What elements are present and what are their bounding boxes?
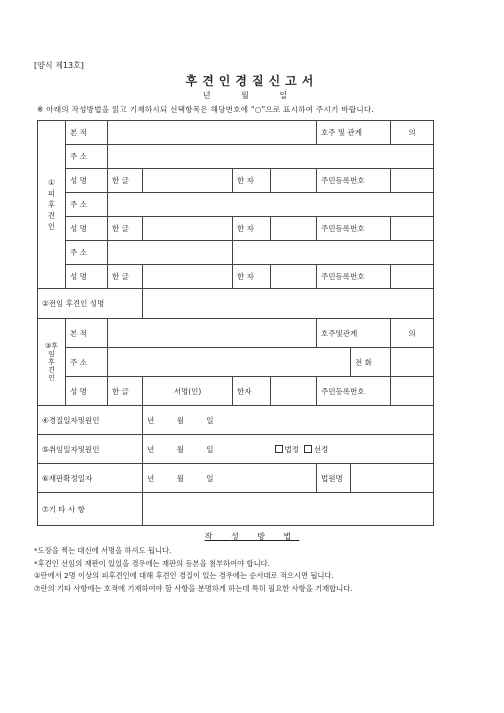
ward3-address-row <box>38 241 434 265</box>
ward2-address-field[interactable] <box>108 193 434 217</box>
ward-honjeok-row <box>38 121 434 145</box>
hangul-label: 한 글 <box>108 169 143 193</box>
name-label: 성 명 <box>66 169 108 193</box>
assume-date-field[interactable]: 년 월 일 <box>143 435 271 464</box>
ward3-address-field-2[interactable] <box>233 241 434 265</box>
ward-section-label <box>38 121 66 289</box>
hangul-label: 한 글 <box>108 265 143 289</box>
honjeok-label: 본 적 <box>66 319 108 348</box>
guardian-label-char: 임 <box>48 350 55 358</box>
name-label: 성 명 <box>66 265 108 289</box>
ward2-name-row <box>38 217 434 241</box>
ward-hanja-field[interactable] <box>271 169 317 193</box>
family-relation-label: 호주 및 관계 <box>317 121 391 145</box>
hanja-label: 한 자 <box>233 265 271 289</box>
family-relation-label: 호주및관계 <box>317 319 391 348</box>
elected-label: 선정 <box>313 444 329 454</box>
guardian-name-row <box>38 377 434 406</box>
ward-name-row <box>38 169 434 193</box>
statutory-label: 법정 <box>284 444 299 454</box>
ward-address-field[interactable] <box>108 145 434 169</box>
hanja-label: 한 자 <box>233 169 271 193</box>
change-date-row <box>38 406 434 435</box>
guardian-label-char: 견 <box>48 366 55 374</box>
honjeok-label: 본 적 <box>66 121 108 145</box>
name-label: 성 명 <box>66 217 108 241</box>
relation-ui-label: 의 <box>391 121 434 145</box>
prev-guardian-label: ②전임 후견인 성명 <box>38 289 143 319</box>
address-label: 주 소 <box>66 193 108 217</box>
phone-label: 전 화 <box>351 348 391 377</box>
guardian-hanja-field[interactable] <box>271 377 317 406</box>
statutory-checkbox[interactable] <box>275 445 283 453</box>
prev-guardian-row <box>38 289 434 319</box>
instruction-note: ※ 아래의 작성방법을 읽고 기재하시되 선택항목은 해당번호에 "○"으로 표시하여 주시기 바랍니다. <box>37 105 375 114</box>
guardian-address-row <box>38 348 434 377</box>
howto-list <box>34 545 353 595</box>
address-label: 주 소 <box>66 241 108 265</box>
ward-label-char: 인 <box>47 222 56 231</box>
hangul-label: 한 글 <box>108 217 143 241</box>
guardian-address-field[interactable] <box>108 348 351 377</box>
hangul-label: 한 글 <box>108 377 143 406</box>
rrn-label: 주민등록번호 <box>317 265 391 289</box>
final-date-row <box>38 464 434 493</box>
change-date-field[interactable]: 년 월 일 <box>143 406 434 435</box>
assume-date-row <box>38 435 434 464</box>
howto-line: *도장을 찍는 대신에 서명을 하셔도 됩니다. <box>34 546 172 555</box>
address-label: 주 소 <box>66 145 108 169</box>
relation-ui-label: 의 <box>391 319 434 348</box>
hanja-label: 한 자 <box>233 217 271 241</box>
howto-line: *후견인 선임의 재판이 있었을 경우에는 재판의 등본을 첨부하여야 합니다. <box>34 558 270 568</box>
ward3-hangul-field[interactable] <box>143 265 233 289</box>
form-number: [양식 제13호] <box>34 61 84 70</box>
other-row <box>38 493 434 526</box>
final-date-field[interactable]: 년 월 일 <box>143 464 317 493</box>
ward-address-row <box>38 145 434 169</box>
ward3-hanja-field[interactable] <box>271 265 317 289</box>
guardian-label-char: 인 <box>48 374 55 382</box>
guardian-label-char: 후 <box>48 358 55 366</box>
change-date-label: ④경질일자및원인 <box>38 406 143 435</box>
howto-title: 작 성 방 법 <box>204 532 300 541</box>
sign-label: 서명(인) <box>143 377 233 406</box>
ward2-hanja-field[interactable] <box>271 217 317 241</box>
ward-rrn-field[interactable] <box>391 169 434 193</box>
final-date-label: ⑥재판확정일자 <box>38 464 143 493</box>
hanja-label: 한자 <box>233 377 271 406</box>
page-title: 후견인경질신고서 <box>185 74 319 88</box>
guardian-phone-field[interactable] <box>391 348 434 377</box>
ward-label-char: 견 <box>47 211 56 220</box>
report-date: 년 월 일 <box>202 91 302 100</box>
ward-honjeok-field[interactable] <box>108 121 317 145</box>
ward3-name-row <box>38 265 434 289</box>
ward-label-char: 피 <box>47 189 56 198</box>
guardian-rrn-field[interactable] <box>391 377 434 406</box>
howto-line: ⑦란의 기타 사항에는 호적에 기재하여야 할 사항을 분명하게 하는데 특히 필요한 사항을 기재합니다. <box>34 583 353 593</box>
rrn-label: 주민등록번호 <box>317 169 391 193</box>
ward2-rrn-field[interactable] <box>391 217 434 241</box>
other-field[interactable] <box>143 493 434 526</box>
guardian-honjeok-row <box>38 319 434 348</box>
name-label: 성 명 <box>66 377 108 406</box>
court-label: 법원명 <box>317 464 351 493</box>
ward3-rrn-field[interactable] <box>391 265 434 289</box>
report-form-table <box>37 120 434 526</box>
guardian-honjeok-field[interactable] <box>108 319 317 348</box>
guardian-label-char: ③후 <box>44 342 59 350</box>
ward2-hangul-field[interactable] <box>143 217 233 241</box>
other-label: ⑦기 타 사 항 <box>38 493 143 526</box>
rrn-label: 주민등록번호 <box>317 377 391 406</box>
ward-label-char: ① <box>48 178 55 187</box>
rrn-label: 주민등록번호 <box>317 217 391 241</box>
address-label: 주 소 <box>66 348 108 377</box>
ward3-address-field[interactable] <box>108 241 233 265</box>
ward-hangul-field[interactable] <box>143 169 233 193</box>
prev-guardian-field[interactable] <box>143 289 434 319</box>
ward2-address-row <box>38 193 434 217</box>
elected-checkbox[interactable] <box>304 445 312 453</box>
assume-type-options <box>271 435 434 464</box>
ward-label-char: 후 <box>47 200 56 209</box>
assume-date-label: ⑤취임일자및원인 <box>38 435 143 464</box>
guardian-section-label <box>38 319 66 406</box>
court-field[interactable] <box>351 464 434 493</box>
howto-line: ①란에서 2명 이상의 피후견인에 대해 후견인 경질이 있는 경우에는 순서대로 적으시면 됩니다. <box>34 571 334 580</box>
